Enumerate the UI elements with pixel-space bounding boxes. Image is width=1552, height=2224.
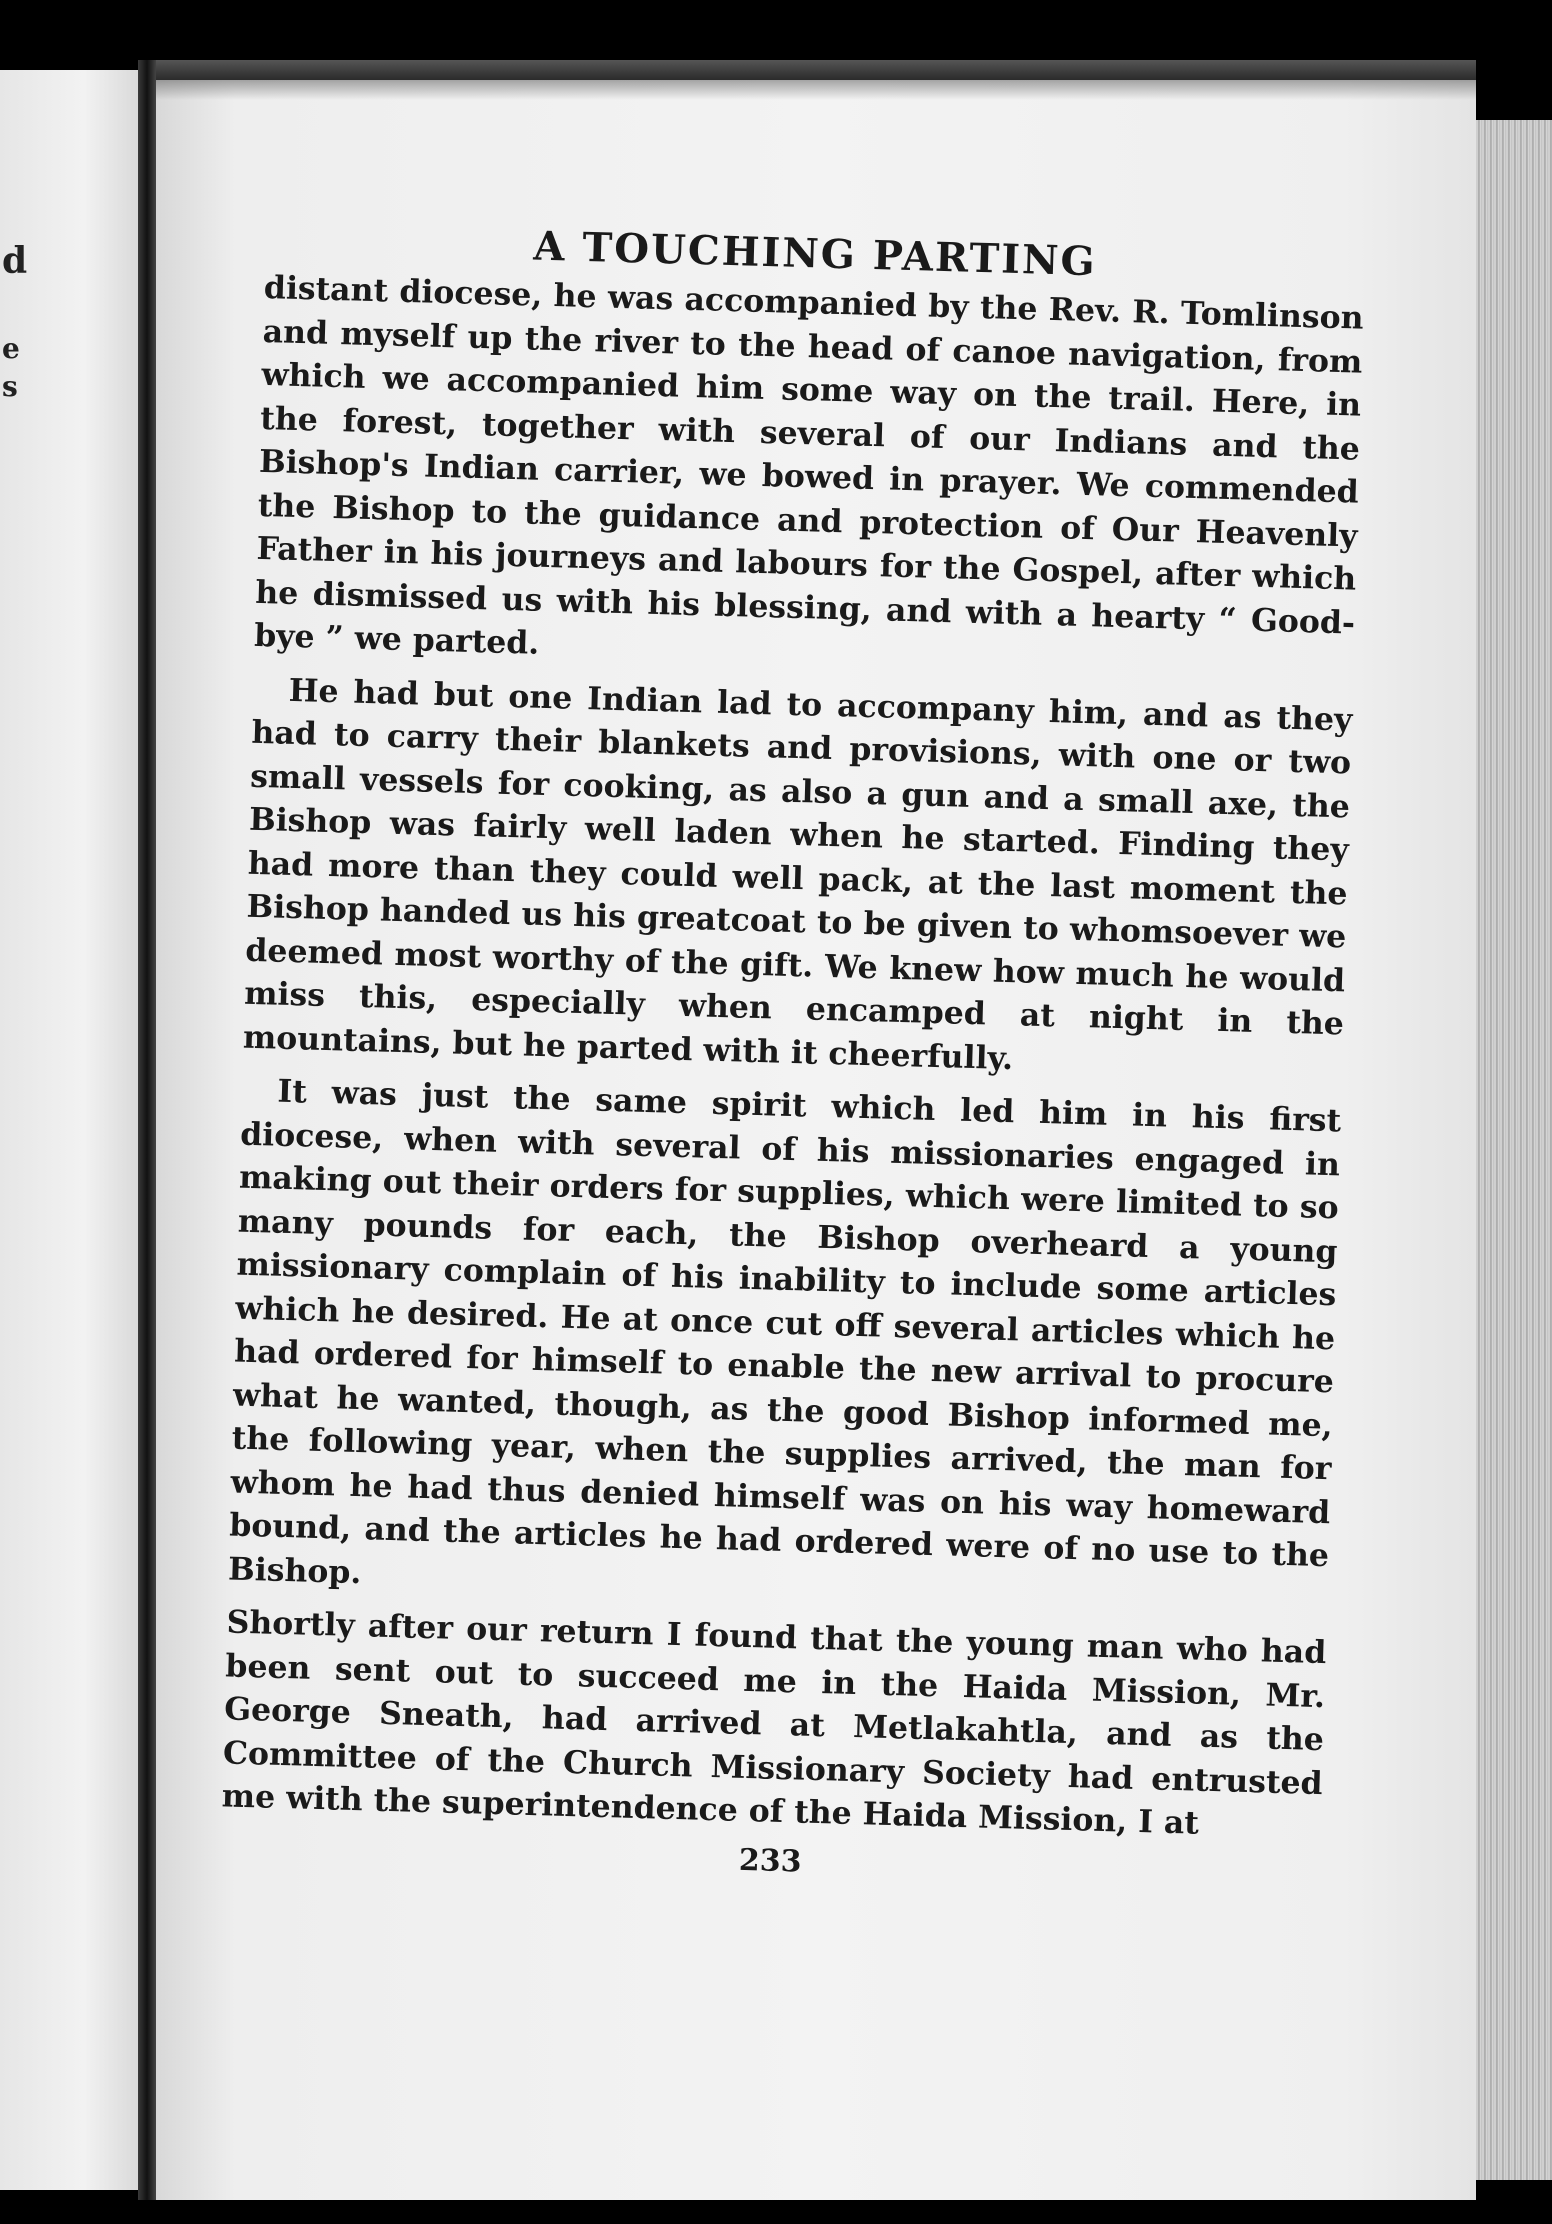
paragraph: He had but one Indian lad to accompany him, and as they had to carry their blankets and provisions, with one or two small vessels for cooking, as also a gun and a small axe, the Bishop was fairly well laden when he started. Finding they had more than they could well pack, at the last moment the Bishop handed us his greatcoat to be given to whomsoever we deemed most worthy of the gift. We knew how much he would miss this, especially when encamped at night in the mountains, but he parted with it cheerfully. bbox=[242, 671, 1353, 1077]
paragraph: distant diocese, he was accompanied by the Rev. R. Tomlinson and myself up the river to the head of canoe navigation, from which we accompanied him some way on the trail. Here, in the forest, together with several of our Indians and the Bishop's Indian carrier, we bowed in prayer. We commended the Bishop to the guidance and protection of Our Heavenly Father in his journeys and labours for the Gospel, after which he dismissed us with his blessing, and with a hearty “ Good-bye ” we parted. bbox=[253, 268, 1365, 662]
paragraph: Shortly after our return I found that the young man who had been sent out to succeed me in the Haida Mission, Mr. George Sneath, had arrived at Metlakahtla, and as the Committee of the Church Missionary Society had entrusted me with the superintendence of the Haida Mission, I at bbox=[221, 1603, 1327, 1842]
paragraph: It was just the same spirit which led him in his first diocese, when with several of his missionaries engaged in making out their orders for supplies, which were limited to so many pounds for each, the Bishop overheard a young missionary complain of his inability to include some articles which he desired. He at once cut off several articles which he had ordered for himself to enable the new arrival to procure what he wanted, though, as the good Bishop informed me, the following year, when the supplies arrived, the man for whom he had thus denied himself was on his way homeward bound, and the articles he had ordered were of no use to the Bishop. bbox=[227, 1072, 1342, 1591]
page-text-block bbox=[220, 215, 1366, 1894]
running-head: A TOUCHING PARTING bbox=[532, 222, 1098, 286]
page-edges-stack bbox=[1476, 120, 1552, 2180]
prev-page-fragment: s bbox=[2, 370, 18, 403]
book-gutter bbox=[138, 60, 156, 2200]
prev-page-fragment: d bbox=[2, 240, 28, 282]
page-number: 233 bbox=[738, 1842, 803, 1880]
book-page bbox=[156, 80, 1476, 2200]
previous-page-edge bbox=[0, 70, 140, 2190]
prev-page-fragment: e bbox=[2, 332, 20, 365]
page-top-shadow bbox=[156, 60, 1476, 100]
